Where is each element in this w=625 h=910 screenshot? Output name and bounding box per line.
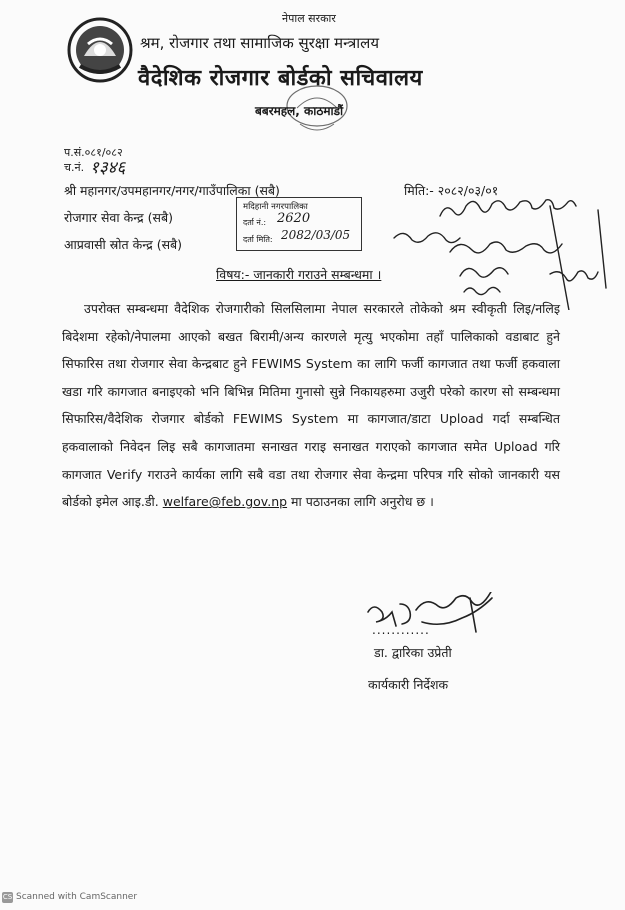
received-stamp [236,197,362,251]
recipient-employment-centers: रोजगार सेवा केन्द्र (सबै) [64,210,174,225]
scanner-text: Scanned with CamScanner [16,892,138,902]
government-name: नेपाल सरकार [282,12,336,25]
signer-name: डा. द्वारिका उप्रेती [374,645,452,660]
stamp-registration-label: दर्ता नं.: [243,218,267,227]
body-closing-text: मा पठाउनका लागि अनुरोध छ । [291,494,434,510]
stamp-registration-number: 2620 [277,211,311,226]
recipient-municipalities: श्री महानगर/उपमहानगर/नगर/गाउँपालिका (सबै) [64,183,280,198]
scanner-watermark [0,892,137,903]
letter-body [62,295,560,516]
dispatch-number-value: १३४६ [90,158,126,178]
stamp-date-label: दर्ता मिति: [243,235,273,244]
dispatch-number-label: च.नं. [64,161,85,174]
stamp-municipality-name: मदिहानी नगरपालिका [243,202,308,212]
recipient-migrant-centers: आप्रवासी स्रोत केन्द्र (सबै) [64,237,183,252]
signer-title: कार्यकारी निर्देशक [368,677,449,692]
subject-text: विषय:- जानकारी गराउने सम्बन्धमा । [216,267,382,282]
office-name: वैदेशिक रोजगार बोर्डको सचिवालय [138,66,423,91]
email-link[interactable]: welfare@feb.gov.np [162,494,288,510]
letter-reference-number: प.सं.०८१/०८२ [64,146,123,159]
office-address: बबरमहल, काठमाडौं [255,104,344,118]
ministry-name: श्रम, रोजगार तथा सामाजिक सुरक्षा मन्त्रालय [140,34,380,52]
signature-line: ............ [372,623,430,637]
letter-subject [216,266,381,283]
handwritten-note-drawing [380,180,620,310]
camscanner-logo-icon: CS [2,893,13,901]
nepal-emblem-icon [66,16,134,84]
body-main-text: उपरोक्त सम्बन्धमा वैदेशिक रोजगारीको सिलसिलामा नेपाल सरकारले तोकेको श्रम स्वीकृती लिइ/नलिइ बिदेशमा रहेको/नेपालमा आएको बखत बिरामी/अन्य कारणले मृत्यु भएकोमा तहाँ पालिकाको वडाबाट हुने सिफारिस तथा रोजगार सेवा केन्द्रबाट हुने FEWIMS System का लागि फर्जी कागजात तथा फर्जी हकवाला खडा गरि कागजात बनाइएको भनि बिभिन्न मितिमा गुनासो सुन्ने निकायहरुमा उजुरी परेको कारण सो सम्बन्धमा सिफारिस/वैदेशिक रोजगार बोर्डको FEWIMS System मा कागजात/डाटा Upload गर्दा सम्बन्धित हकवालाको निवेदन लिइ सबै कागजातमा सनाखत गराइ सनाखत गराएको कागजात समेत Upload गरि कागजात Verify गराउने कार्यका लागि सबै वडा तथा रोजगार सेवा केन्द्रमा परिपत्र गरि सोको जानकारी यस बोर्डको इमेल आइ.डी. [62,301,560,510]
stamp-date-value: 2082/03/05 [281,228,351,242]
letter-date: मिति:- २०८२/०३/०१ [404,183,499,198]
